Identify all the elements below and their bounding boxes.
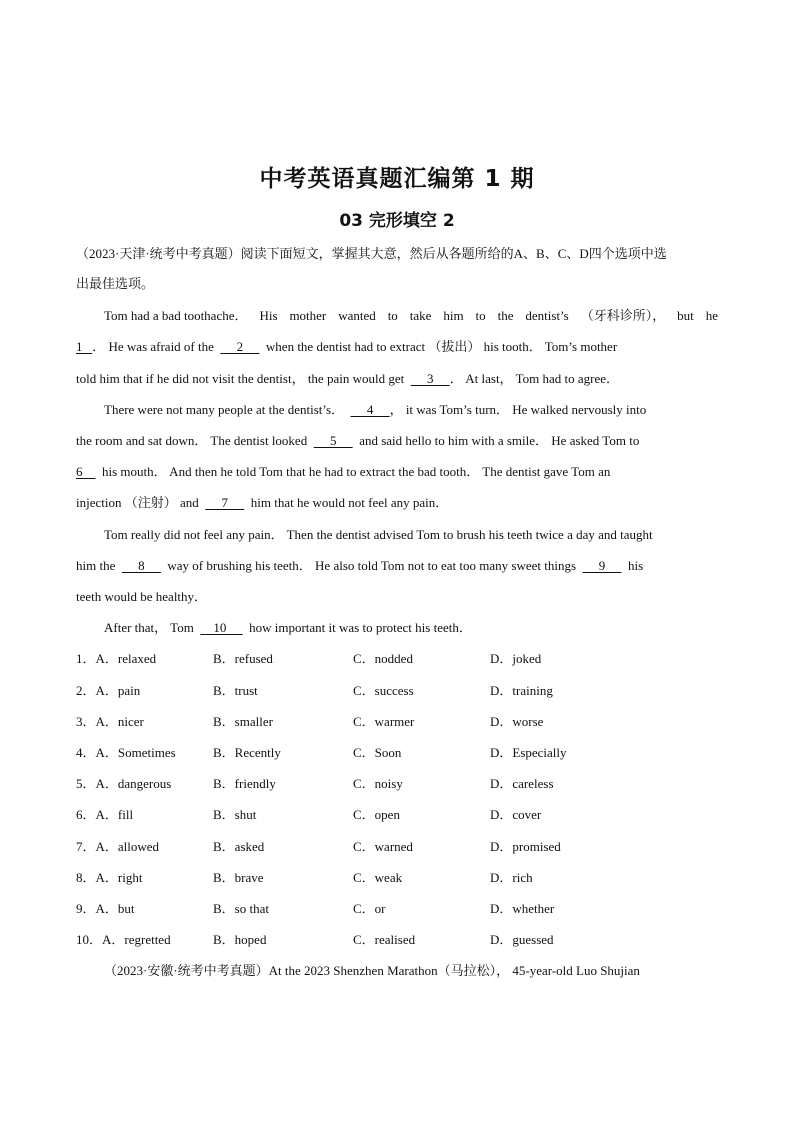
option-b: B．smaller [213,714,273,729]
intro-line-1: （2023·天津·统考中考真题）阅读下面短文，掌握其大意，然后从各题所给的A、B、C、D四个选项中选 [76,246,667,261]
text: injection （注射） and [76,495,199,510]
option-c: C．warned [353,839,413,854]
word: to [387,308,398,323]
option-d: D．cover [490,807,542,822]
text: him that he would not feel any pain． [250,495,449,510]
question-10-options [76,930,718,950]
text: There were not many people at the dentist’s． [104,402,345,417]
text: ． He was afraid of the [92,339,214,354]
text: how important it was to protect his teeth． [249,620,472,635]
text: when the dentist had to extract （拔出） his tooth． Tom’s mother [265,339,618,354]
option-c: C．weak [353,870,403,885]
blank-10: 10 [200,620,243,635]
next-passage-start: （2023·安徽·统考中考真题）At the 2023 Shenzhen Marathon（马拉松）， 45-year-old Luo Shujian [104,963,640,978]
passage-p2-line-4 [76,493,718,513]
passage-p2-line-2 [76,431,718,451]
option-c: C．nodded [353,651,413,666]
passage-p2-line-1 [104,400,718,420]
question-8-options [76,868,718,888]
passage-p3-line-1: Tom really did not feel any pain． Then the dentist advised Tom to brush his teeth twice a day and taught [104,527,653,542]
blank-1: 1 [76,339,93,354]
option-c: C．warmer [353,714,415,729]
option-a: 4．A．Sometimes [76,745,176,760]
blank-4: 4 [350,402,390,417]
option-a: 1．A．relaxed [76,651,157,666]
question-9-options [76,899,718,919]
blank-7: 7 [205,495,245,510]
option-b: B．brave [213,870,264,885]
option-d: D．Especially [490,745,567,760]
word: take [409,308,432,323]
text: ． At last， Tom had to agree． [449,371,619,386]
word: the [497,308,514,323]
option-c: C．Soon [353,745,402,760]
question-6-options [76,805,718,825]
word: dentist’s [525,308,569,323]
option-c: C．open [353,807,400,822]
word: His [259,308,278,323]
passage-p3-line-3: teeth would be healthy． [76,589,208,604]
blank-8: 8 [121,558,161,573]
passage-p4-line-1 [104,618,718,638]
text: way of brushing his teeth． He also told Tom not to eat too many sweet things [167,558,577,573]
word: （牙科诊所）， [580,308,666,323]
question-2-options [76,681,718,701]
word: he [705,308,718,323]
option-b: B．shut [213,807,257,822]
section-subtitle: 03 完形填空 2 [339,211,455,231]
word: him [443,308,464,323]
question-7-options [76,837,718,857]
text: told him that if he did not visit the dentist， the pain would get [76,371,405,386]
text: ， it was Tom’s turn． He walked nervously into [389,402,647,417]
option-d: D．joked [490,651,542,666]
word: mother [289,308,327,323]
option-a: 8．A．right [76,870,143,885]
blank-2: 2 [220,339,260,354]
passage-p3-line-2 [76,556,718,576]
passage-p1-line-3 [76,369,718,389]
intro-line-2: 出最佳选项。 [76,276,155,291]
option-b: B．Recently [213,745,281,760]
blank-9: 9 [582,558,622,573]
option-a: 10．A．regretted [76,932,171,947]
blank-3: 3 [410,371,450,386]
text: his [628,558,644,573]
option-c: C．or [353,901,386,916]
option-b: B．trust [213,683,258,698]
option-b: B．hoped [213,932,267,947]
word: Tom had a bad toothache． [104,308,248,323]
passage-p2-line-3 [76,462,718,482]
option-d: D．rich [490,870,533,885]
word: wanted [338,308,376,323]
option-d: D．training [490,683,553,698]
option-d: D．careless [490,776,554,791]
question-3-options [76,712,718,732]
question-1-options [76,649,718,669]
option-b: B．so that [213,901,269,916]
option-b: B．friendly [213,776,276,791]
option-a: 3．A．nicer [76,714,144,729]
question-5-options [76,774,718,794]
passage-p1-line-2 [76,337,718,357]
passage-p1-line-1 [104,306,718,326]
option-b: B．refused [213,651,273,666]
page-title: 中考英语真题汇编第 1 期 [259,166,535,192]
question-4-options [76,743,718,763]
option-a: 6．A．fill [76,807,134,822]
text: and said hello to him with a smile． He asked Tom to [359,433,640,448]
text: him the [76,558,116,573]
option-a: 7．A．allowed [76,839,160,854]
option-d: D．whether [490,901,555,916]
text: the room and sat down． The dentist looked [76,433,308,448]
word: but [677,308,694,323]
option-d: D．promised [490,839,561,854]
option-b: B．asked [213,839,265,854]
text: his mouth． And then he told Tom that he had to extract the bad tooth． The dentist gave Tom an [102,464,611,479]
text: After that， Tom [104,620,194,635]
option-c: C．success [353,683,414,698]
option-d: D．guessed [490,932,554,947]
option-d: D．worse [490,714,544,729]
option-a: 9．A．but [76,901,135,916]
blank-5: 5 [313,433,353,448]
blank-6: 6 [76,464,96,479]
option-a: 2．A．pain [76,683,141,698]
option-c: C．realised [353,932,416,947]
option-c: C．noisy [353,776,403,791]
option-a: 5．A．dangerous [76,776,172,791]
word: to [475,308,486,323]
